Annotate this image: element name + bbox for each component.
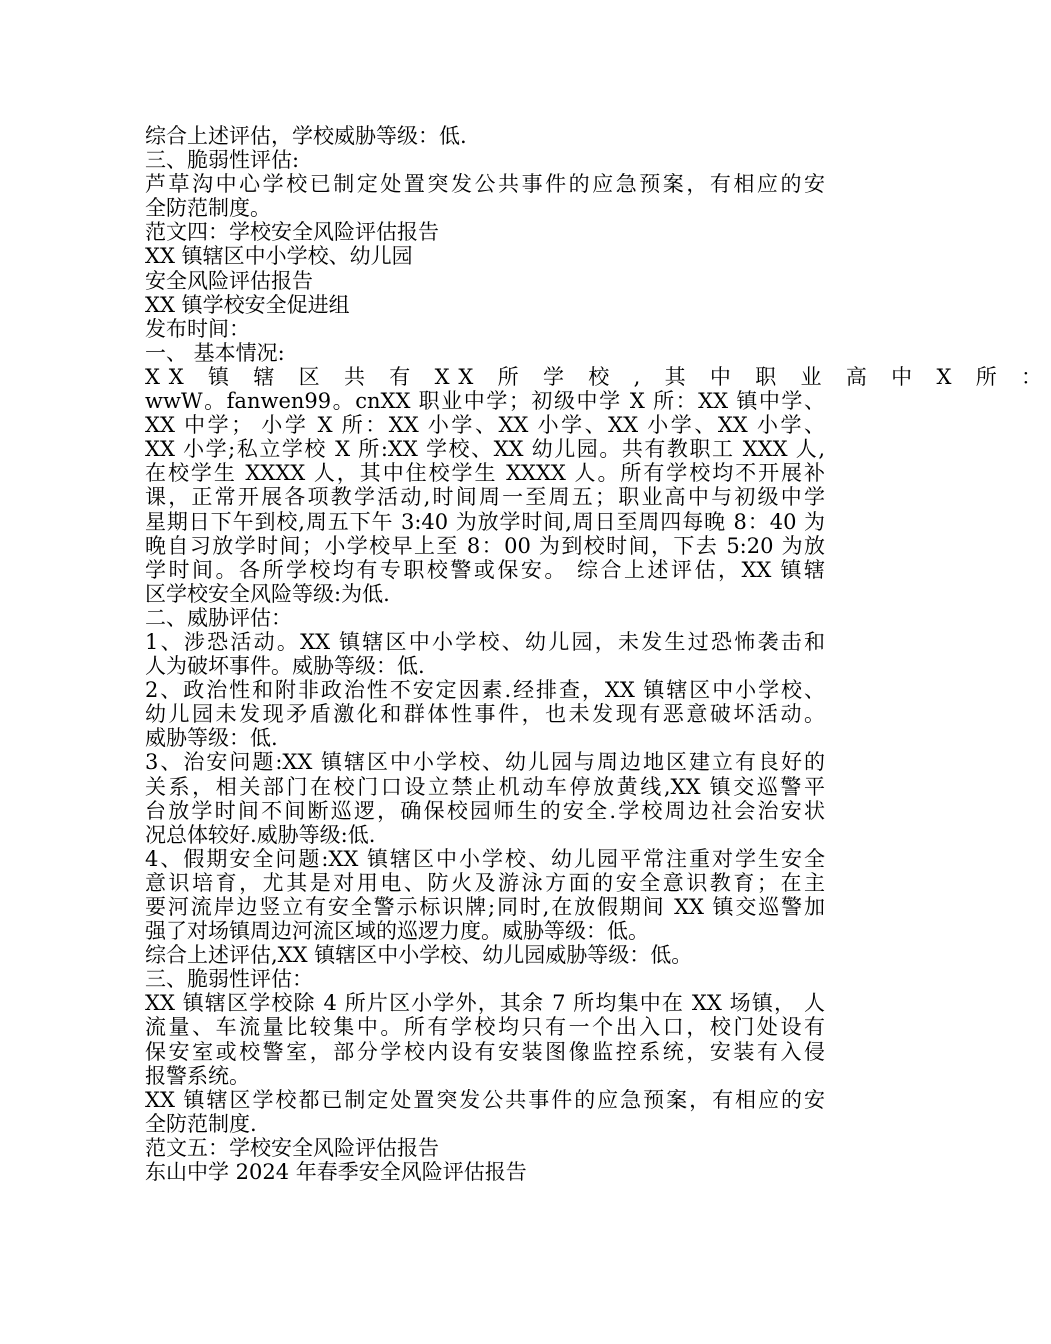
section-heading: 三、脆弱性评估： [145, 967, 313, 992]
document-title: 范文四：学校安全风险评估报告 [145, 220, 439, 245]
document-title: 范文五：学校安全风险评估报告 [145, 1135, 439, 1160]
text-line: 综合上述评估,XX 镇辖区中小学校、幼儿园威胁等级：低。 [145, 943, 693, 968]
text-line: 况总体较好.威胁等级:低. [145, 822, 376, 847]
text-line: 台放学时间不间断巡逻，确保校园师生的安全.学校周边社会治安状 [145, 798, 825, 823]
text-line: 要河流岸边竖立有安全警示标识牌;同时,在放假期间 XX 镇交巡警加 [145, 895, 825, 919]
text-line: 流量、车流量比较集中。所有学校均只有一个出入口，校门处设有 [145, 1015, 825, 1040]
subtitle-line: 安全风险评估报告 [145, 268, 313, 293]
text-line: 课，正常开展各项教学活动,时间周一至周五；职业高中与初级中学 [145, 485, 825, 510]
text-line: wwW。fanwen99。cnXX 职业中学；初级中学 X 所：XX 镇中学、 [145, 389, 825, 414]
text-line: 幼儿园未发现矛盾激化和群体性事件，也未发现有恶意破坏活动。 [145, 702, 825, 727]
text-line: 1、涉恐活动。XX 镇辖区中小学校、幼儿园，未发生过恐怖袭击和 [145, 629, 825, 654]
text-line: 意识培育，尤其是对用电、防火及游泳方面的安全意识教育；在主 [145, 870, 825, 895]
section-heading: 一、 基本情况: [145, 340, 285, 365]
text-line: 威胁等级：低. [145, 726, 278, 751]
text-line: 星期日下午到校,周五下午 3:40 为放学时间,周日至周四每晚 8：40 为 [145, 509, 825, 534]
text-line: 关系，相关部门在校门口设立禁止机动车停放黄线,XX 镇交巡警平 [145, 774, 825, 799]
text-line: 2、政治性和附非政治性不安定因素.经排查，XX 镇辖区中小学校、 [145, 678, 825, 703]
text-line: 芦草沟中心学校已制定处置突发公共事件的应急预案，有相应的安 [145, 172, 825, 197]
subtitle-line: 东山中学 2024 年春季安全风险评估报告 [145, 1160, 527, 1185]
text-line: XX 镇辖区学校除 4 所片区小学外，其余 7 所均集中在 XX 场镇， 人 [145, 991, 825, 1016]
text-line: 综合上述评估，学校威胁等级：低. [145, 124, 467, 148]
text-line: 全防范制度。 [145, 196, 271, 221]
text-line: 区学校安全风险等级:为低. [145, 581, 390, 606]
text-line: 报警系统。 [145, 1063, 250, 1088]
text-line: XX 小学;私立学校 X 所:XX 学校、XX 幼儿园。共有教职工 XXX 人, [145, 437, 825, 462]
text-line: 保安室或校警室，部分学校内设有安装图像监控系统，安装有入侵 [145, 1039, 825, 1064]
text-line: 在校学生 XXXX 人，其中住校学生 XXXX 人。所有学校均不开展补 [145, 461, 825, 486]
text-line: 晚自习放学时间；小学校早上至 8：00 为到校时间，下去 5:20 为放 [145, 533, 825, 558]
text-line: 4、假期安全问题:XX 镇辖区中小学校、幼儿园平常注重对学生安全 [145, 846, 825, 871]
section-heading: 三、脆弱性评估: [145, 148, 300, 173]
text-line: 人为破坏事件。威胁等级：低. [145, 654, 425, 679]
section-heading: 二、威胁评估： [145, 605, 292, 630]
text-line: 强了对场镇周边河流区域的巡逻力度。威胁等级：低。 [145, 919, 649, 944]
text-line: 学时间。各所学校均有专职校警或保安。 综合上述评估，XX 镇辖 [145, 557, 825, 582]
subtitle-line: XX 镇辖区中小学校、幼儿园 [145, 244, 413, 269]
text-line: 全防范制度. [145, 1111, 257, 1136]
text-line: XX 镇 辖 区 共 有 XX 所 学 校 , 其 中 职 业 高 中 X 所 ： [145, 364, 1051, 389]
text-line: XX 镇辖区学校都已制定处置突发公共事件的应急预案，有相应的安 [145, 1087, 825, 1112]
document-body [145, 124, 1051, 1185]
author-line: XX 镇学校安全促进组 [145, 292, 350, 317]
text-line: XX 中学； 小学 X 所：XX 小学、XX 小学、XX 小学、XX 小学、 [145, 413, 825, 438]
text-line: 3、治安问题:XX 镇辖区中小学校、幼儿园与周边地区建立有良好的 [145, 750, 825, 775]
publish-time-label: 发布时间： [145, 316, 250, 341]
